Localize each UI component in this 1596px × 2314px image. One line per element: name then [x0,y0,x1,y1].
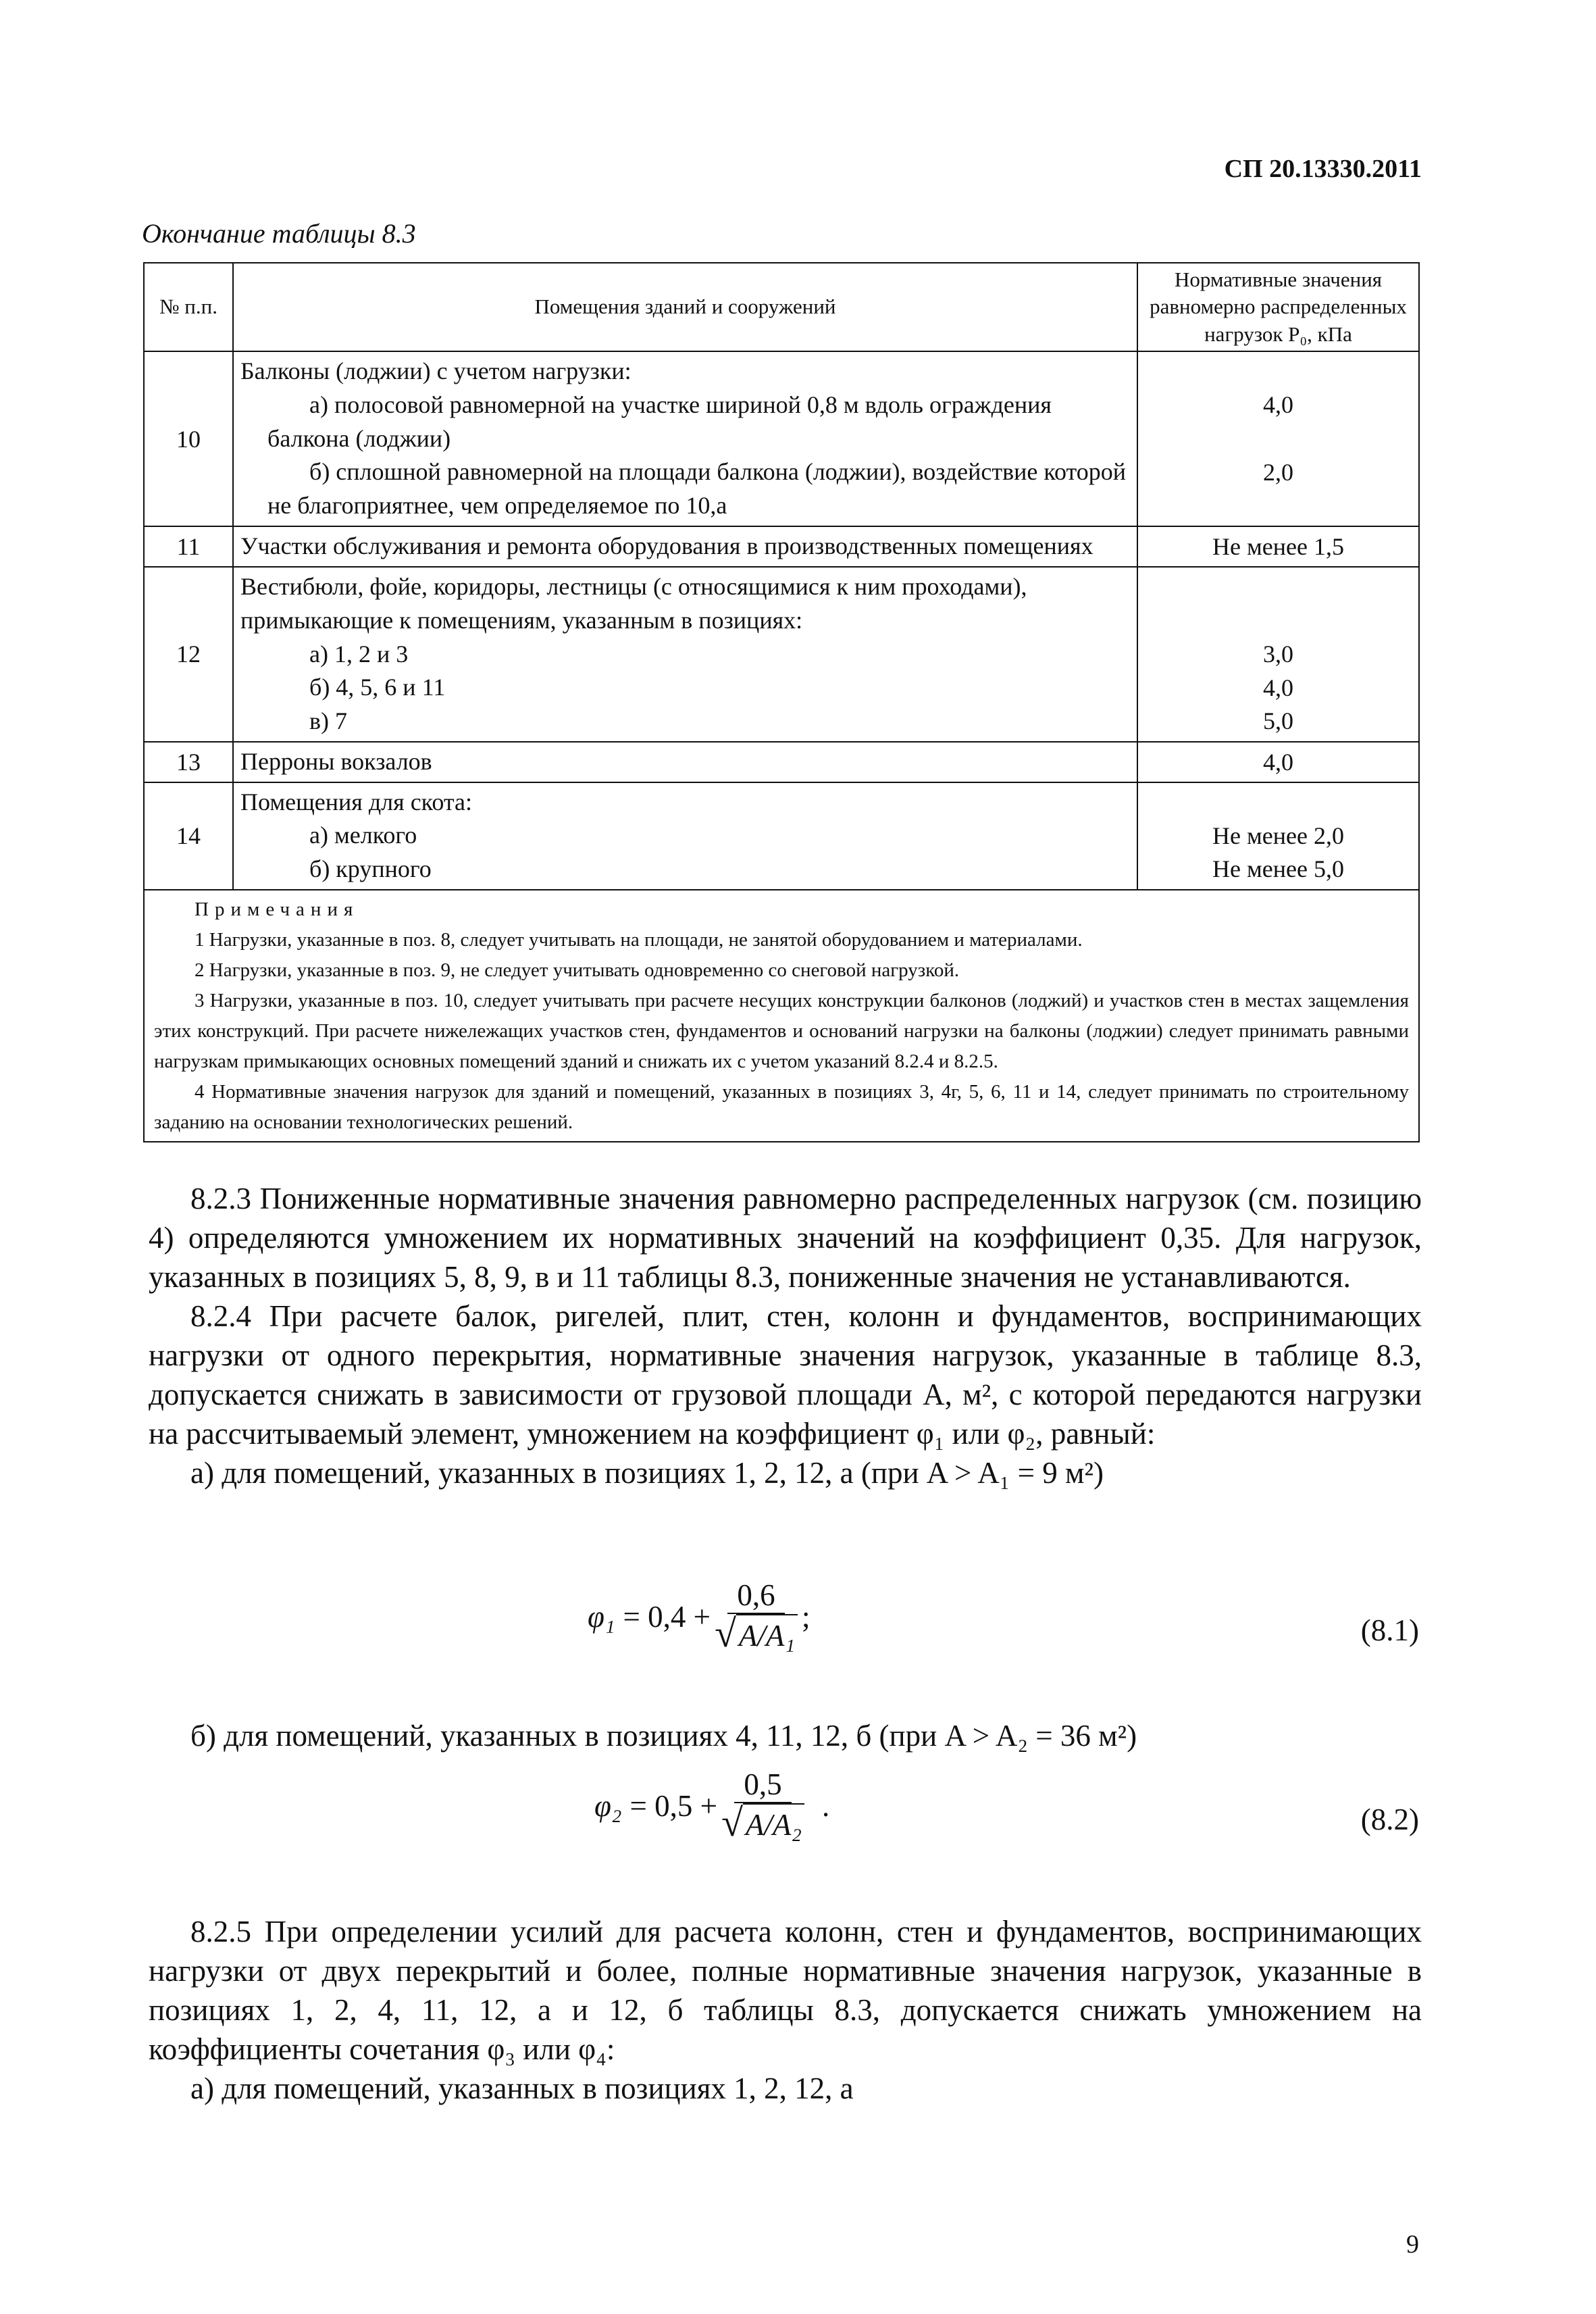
formula-lhs: φ₁ [588,1600,615,1634]
note-item: 4 Нормативные значения нагрузок для зданий и помещений, указанных в позициях 3, 4г, 5, 6, 11 и 14, следует принимать по строительному заданию на основании технологических решений. [154,1080,1409,1133]
formula-constant: = 0,4 + [623,1600,711,1634]
header-room: Помещения зданий и сооружений [233,263,1137,351]
row-item: в) 7 [309,707,347,734]
value-item: 5,0 [1263,707,1293,735]
loads-table [143,262,1420,1142]
row-item: б) 4, 5, 6 и 11 [309,674,446,701]
row-value: Не менее 1,5 [1137,526,1419,567]
formula-fraction [715,1578,798,1656]
note-item: 2 Нагрузки, указанные в поз. 9, не следует учитывать одновременно со снеговой нагрузкой. [195,959,960,981]
table-row [144,742,1419,782]
list-item-a: а) для помещений, указанных в позициях 1, 2, 12, а (при A > A₁ = 9 м²) [190,1456,1104,1490]
paragraph-8-2-3: 8.2.3 Пониженные нормативные значения равномерно распределенных нагрузок (см. позицию 4) определяются умножением их нормативных значений на коэффициент 0,35. Для нагрузок, указанных в позициях 5, 8, 9, в и 11 таблицы 8.3, пониженные значения не устанавливаются. [149,1182,1422,1294]
text-block-825 [149,1912,1422,2108]
formula-tail: . [822,1789,830,1823]
row-item: а) 1, 2 и 3 [309,640,409,668]
formula-8-1 [0,1578,1596,1679]
formula-numerator: 0,5 [734,1767,791,1803]
formula-lhs: φ₂ [594,1789,622,1823]
row-value [1137,567,1419,742]
value-item: Не менее 2,0 [1212,822,1344,849]
value-item: 2,0 [1263,458,1293,486]
formula-radicand: A/A₂ [743,1803,804,1845]
row-number: 10 [144,351,233,526]
sqrt-sign: √ [715,1611,736,1655]
formula-root [721,1803,804,1845]
sqrt-sign: √ [721,1801,743,1844]
notes-title: Примечания [195,898,359,920]
row-title: Помещения для скота: [240,788,473,815]
table-caption: Окончание таблицы 8.3 [142,218,416,249]
formula-expression [594,1767,829,1845]
text-block-item-b [149,1716,1422,1755]
row-description [233,351,1137,526]
row-value: 4,0 [1137,742,1419,782]
row-description [233,782,1137,890]
formula-root [715,1611,798,1656]
value-item: 3,0 [1263,640,1293,668]
note-item: 3 Нагрузки, указанные в поз. 10, следует учитывать при расчете несущих конструкции балконов (лоджий) и участков стен в местах защемления этих конструкций. При расчете нижележащих участков стен, фундаментов и оснований нагрузки на балконы (лоджии) следует принимать равными нагрузкам примыкающих основных помещений зданий и снижать их с учетом указаний 8.2.4 и 8.2.5. [154,989,1409,1072]
row-value [1137,351,1419,526]
row-description: Участки обслуживания и ремонта оборудования в производственных помещениях [233,526,1137,567]
row-item: а) полосовой равномерной на участке шириной 0,8 м вдоль ограждения балкона (лоджии) [267,391,1052,452]
formula-fraction [721,1767,804,1845]
header-value: Нормативные значения равномерно распределенных нагрузок P₀, кПа [1137,263,1419,351]
row-number: 12 [144,567,233,742]
formula-expression [588,1578,810,1656]
row-item: а) мелкого [309,822,417,849]
list-item-a2: а) для помещений, указанных в позициях 1, 2, 12, а [190,2071,854,2105]
row-number: 13 [144,742,233,782]
formula-8-2 [0,1767,1596,1868]
table-row [144,567,1419,742]
formula-number: (8.2) [1360,1803,1419,1836]
formula-number: (8.1) [1360,1613,1419,1647]
row-title: Балконы (лоджии) с учетом нагрузки: [240,357,632,385]
paragraph-8-2-4: 8.2.4 При расчете балок, ригелей, плит, стен, колонн и фундаментов, воспринимающих нагрузки от одного перекрытия, нормативные значения нагрузок, указанные в таблице 8.3, допускается снижать в зависимости от грузовой площади A, м², с которой передаются нагрузки на рассчитываемый элемент, умножением на коэффициент φ₁ или φ₂, равный: [149,1299,1422,1451]
page-number: 9 [1406,2230,1419,2259]
note-item: 1 Нагрузки, указанные в поз. 8, следует учитывать на площади, не занятой оборудованием и материалами. [195,928,1083,951]
table-header-row [144,263,1419,351]
document-code: СП 20.13330.2011 [1224,155,1422,183]
row-item: б) крупного [309,855,432,883]
formula-tail: ; [802,1600,810,1634]
table-notes [144,890,1419,1142]
table-notes-row [144,890,1419,1142]
table-row [144,351,1419,526]
value-item: Не менее 5,0 [1212,855,1344,883]
row-number: 11 [144,526,233,567]
row-title: Вестибюли, фойе, коридоры, лестницы (с относящимися к ним проходами), примыкающие к помещениям, указанным в позициях: [240,573,1027,634]
row-description: Перроны вокзалов [233,742,1137,782]
header-number: № п.п. [144,263,233,351]
value-item: 4,0 [1263,391,1293,418]
table-row [144,782,1419,890]
table-row [144,526,1419,567]
row-number: 14 [144,782,233,890]
list-item-b: б) для помещений, указанных в позициях 4, 11, 12, б (при A > A₂ = 36 м²) [190,1719,1137,1753]
formula-radicand: A/A₁ [736,1614,798,1656]
row-description [233,567,1137,742]
text-block-824 [149,1179,1422,1492]
value-item: 4,0 [1263,674,1293,701]
row-value [1137,782,1419,890]
formula-numerator: 0,6 [727,1578,784,1614]
formula-constant: = 0,5 + [629,1789,718,1823]
paragraph-8-2-5: 8.2.5 При определении усилий для расчета колонн, стен и фундаментов, воспринимающих нагрузки от двух перекрытий и более, полные нормативные значения нагрузок, указанные в позициях 1, 2, 4, 11, 12, а и 12, б таблицы 8.3, допускается снижать умножением на коэффициенты сочетания φ₃ или φ₄: [149,1915,1422,2066]
row-item: б) сплошной равномерной на площади балкона (лоджии), воздействие которой не благоприятнее, чем определяемое по 10,а [267,458,1127,520]
